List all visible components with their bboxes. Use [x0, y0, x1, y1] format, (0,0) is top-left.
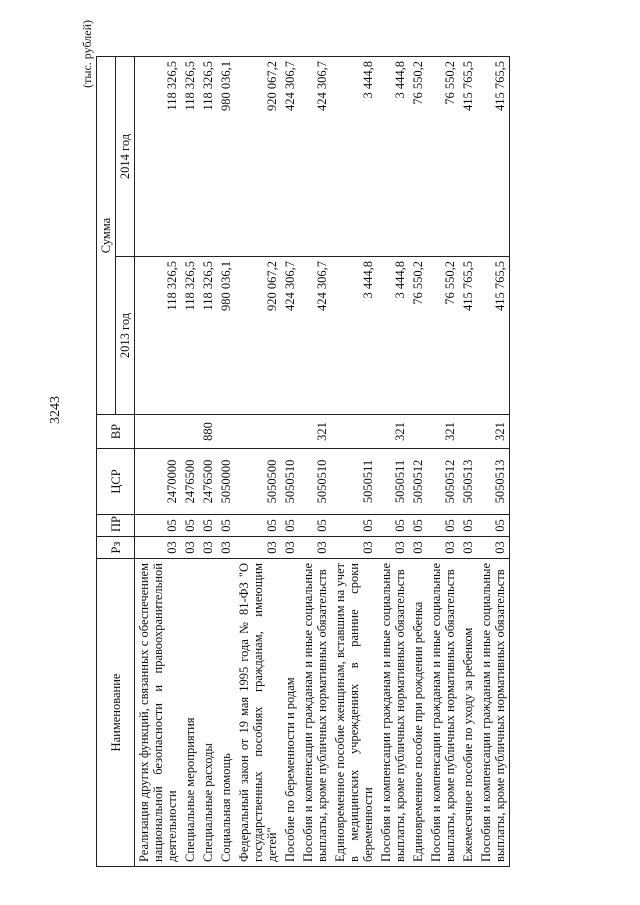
row-name-cell: Социальная помощь: [217, 559, 235, 867]
header-vr: ВР: [97, 415, 135, 449]
row-name-cell: Пособия и компенсации гражданам и иные социальные выплаты, кроме публичных нормативных обязательств: [427, 559, 459, 867]
row-name-cell: Реализация других функций, связанных с обеспечением национальной безопасности и правоохранительной деятельности: [135, 559, 182, 867]
row-2013-cell: 424 306,7: [299, 257, 331, 415]
row-name-cell: Пособия и компенсации гражданам и иные социальные выплаты, кроме публичных нормативных обязательств: [377, 559, 409, 867]
row-vr-cell: [181, 415, 199, 449]
row-rz-cell: 03: [199, 537, 217, 559]
header-csr: ЦСР: [97, 449, 135, 515]
row-2014-cell: 424 306,7: [299, 57, 331, 257]
row-vr-cell: 880: [199, 415, 217, 449]
row-vr-cell: [459, 415, 477, 449]
header-pr: ПР: [97, 515, 135, 537]
row-rz-cell: 03: [281, 537, 299, 559]
row-2014-cell: 415 765,5: [477, 57, 510, 257]
row-csr-cell: 5050511: [331, 449, 377, 515]
row-rz-cell: 03: [477, 537, 510, 559]
row-rz-cell: 03: [299, 537, 331, 559]
row-pr-cell: 05: [235, 515, 281, 537]
row-pr-cell: 05: [299, 515, 331, 537]
row-pr-cell: 05: [477, 515, 510, 537]
row-pr-cell: 05: [199, 515, 217, 537]
row-2014-cell: 3 444,8: [331, 57, 377, 257]
row-pr-cell: 05: [331, 515, 377, 537]
row-2013-cell: 980 036,1: [217, 257, 235, 415]
row-pr-cell: 05: [181, 515, 199, 537]
row-pr-cell: 05: [281, 515, 299, 537]
row-pr-cell: 05: [217, 515, 235, 537]
row-2013-cell: 76 550,2: [427, 257, 459, 415]
row-pr-cell: 05: [427, 515, 459, 537]
header-2014: 2014 год: [116, 57, 135, 257]
row-rz-cell: 03: [235, 537, 281, 559]
row-csr-cell: 5050511: [377, 449, 409, 515]
row-name-cell: Единовременное пособие при рождении ребенка: [409, 559, 427, 867]
unit-note: (тыс. рублей): [80, 20, 94, 88]
row-2014-cell: 76 550,2: [427, 57, 459, 257]
table-row: [427, 57, 459, 867]
row-name-cell: Специальные мероприятия: [181, 559, 199, 867]
row-name-cell: Специальные расходы: [199, 559, 217, 867]
row-2013-cell: 415 765,5: [477, 257, 510, 415]
row-rz-cell: 03: [181, 537, 199, 559]
row-pr-cell: 05: [459, 515, 477, 537]
row-2014-cell: 76 550,2: [409, 57, 427, 257]
row-csr-cell: 2470000: [135, 449, 182, 515]
header-sum: Сумма: [97, 57, 116, 415]
row-rz-cell: 03: [459, 537, 477, 559]
row-csr-cell: 5050000: [217, 449, 235, 515]
row-2013-cell: 415 765,5: [459, 257, 477, 415]
row-name-cell: Ежемесячное пособие по уходу за ребенком: [459, 559, 477, 867]
row-rz-cell: 03: [377, 537, 409, 559]
row-vr-cell: [235, 415, 281, 449]
row-csr-cell: 5050513: [459, 449, 477, 515]
table-row: [217, 57, 235, 867]
row-csr-cell: 5050510: [299, 449, 331, 515]
row-name-cell: Единовременное пособие женщинам, вставшим на учет в медицинских учреждениях в ранние сроки беременности: [331, 559, 377, 867]
row-vr-cell: 321: [477, 415, 510, 449]
row-vr-cell: [217, 415, 235, 449]
row-2013-cell: 3 444,8: [331, 257, 377, 415]
row-csr-cell: 2476500: [199, 449, 217, 515]
row-name-cell: Федеральный закон от 19 мая 1995 года № 81-ФЗ "О государственных пособиях гражданам, имеющим детей": [235, 559, 281, 867]
row-rz-cell: 03: [135, 537, 182, 559]
row-csr-cell: 5050500: [235, 449, 281, 515]
row-vr-cell: [135, 415, 182, 449]
row-vr-cell: 321: [299, 415, 331, 449]
table-row: [377, 57, 409, 867]
row-2013-cell: 920 067,2: [235, 257, 281, 415]
row-rz-cell: 03: [409, 537, 427, 559]
header-2013: 2013 год: [116, 257, 135, 415]
row-rz-cell: 03: [331, 537, 377, 559]
row-csr-cell: 5050512: [427, 449, 459, 515]
row-2014-cell: 3 444,8: [377, 57, 409, 257]
row-2013-cell: 76 550,2: [409, 257, 427, 415]
row-pr-cell: 05: [135, 515, 182, 537]
row-vr-cell: [281, 415, 299, 449]
row-2014-cell: 118 326,5: [135, 57, 182, 257]
table-row: [135, 57, 182, 867]
row-2014-cell: 118 326,5: [199, 57, 217, 257]
row-rz-cell: 03: [427, 537, 459, 559]
row-2013-cell: 3 444,8: [377, 257, 409, 415]
table-row: [409, 57, 427, 867]
row-2014-cell: 415 765,5: [459, 57, 477, 257]
rotated-document-page: [20, 20, 580, 885]
row-2014-cell: 118 326,5: [181, 57, 199, 257]
table-row: [477, 57, 510, 867]
row-vr-cell: 321: [377, 415, 409, 449]
row-2014-cell: 920 067,2: [235, 57, 281, 257]
row-pr-cell: 05: [377, 515, 409, 537]
row-2014-cell: 980 036,1: [217, 57, 235, 257]
table-row: [199, 57, 217, 867]
row-2013-cell: 118 326,5: [181, 257, 199, 415]
table-body: [135, 57, 510, 867]
table-row: [181, 57, 199, 867]
row-2014-cell: 424 306,7: [281, 57, 299, 257]
row-csr-cell: 5050512: [409, 449, 427, 515]
row-name-cell: Пособия и компенсации гражданам и иные социальные выплаты, кроме публичных нормативных обязательств: [299, 559, 331, 867]
header-rz: Рз: [97, 537, 135, 559]
header-name: Наименование: [97, 559, 135, 867]
row-2013-cell: 424 306,7: [281, 257, 299, 415]
row-csr-cell: 2476500: [181, 449, 199, 515]
page-number: 3243: [48, 396, 63, 424]
row-vr-cell: [409, 415, 427, 449]
row-pr-cell: 05: [409, 515, 427, 537]
row-2013-cell: 118 326,5: [199, 257, 217, 415]
row-rz-cell: 03: [217, 537, 235, 559]
row-2013-cell: 118 326,5: [135, 257, 182, 415]
table-row: [331, 57, 377, 867]
row-csr-cell: 5050510: [281, 449, 299, 515]
row-csr-cell: 5050513: [477, 449, 510, 515]
table-row: [281, 57, 299, 867]
row-name-cell: Пособие по беременности и родам: [281, 559, 299, 867]
table-header: [97, 57, 135, 867]
row-name-cell: Пособия и компенсации гражданам и иные социальные выплаты, кроме публичных нормативных обязательств: [477, 559, 510, 867]
table-row: [235, 57, 281, 867]
row-vr-cell: 321: [427, 415, 459, 449]
budget-table: [96, 56, 510, 867]
row-vr-cell: [331, 415, 377, 449]
table-row: [299, 57, 331, 867]
table-row: [459, 57, 477, 867]
